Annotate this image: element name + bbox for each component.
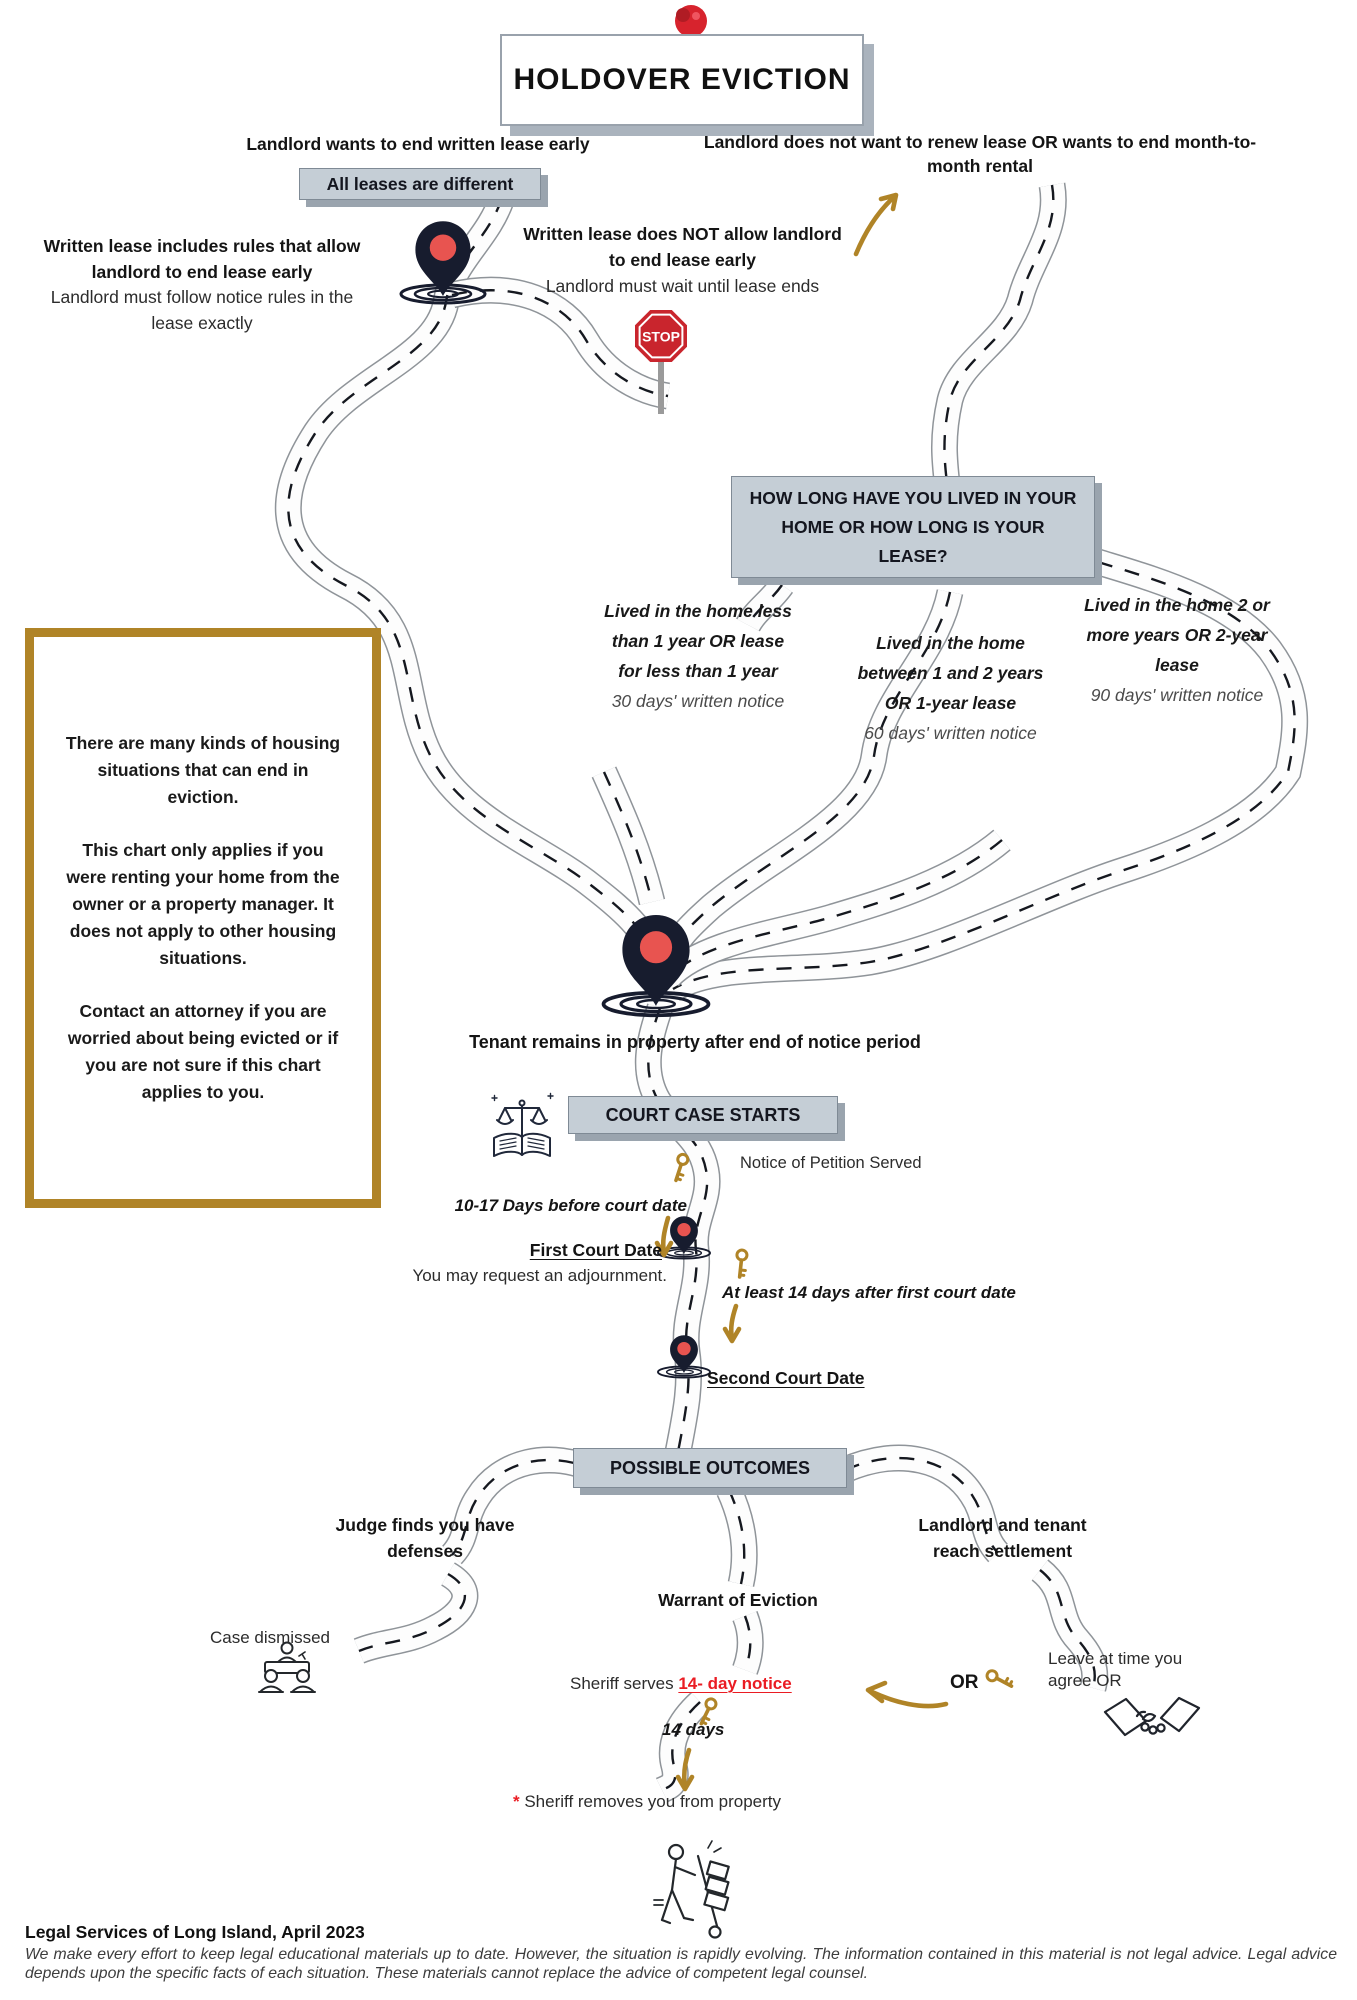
right-branch-header: Landlord does not want to renew lease OR wants to end month-to-month rental (703, 132, 1257, 176)
footer-source: Legal Services of Long Island, April 2023 (25, 1922, 365, 1942)
key-icon-or (985, 1669, 1014, 1691)
left-rule-bold: Written lease includes rules that allow landlord to end lease early (43, 236, 361, 282)
sidebar-note-box (25, 628, 381, 1208)
how-long-question-box (731, 476, 1095, 578)
first-court-date-label: First Court Date (529, 1240, 662, 1260)
option-condition: Lived in the home 2 or more years OR 2-year lease (1084, 595, 1270, 675)
how-long-question: HOW LONG HAVE YOU LIVED IN YOUR HOME OR HOW LONG IS YOUR LEASE? (749, 487, 1077, 566)
possible-outcomes-box (573, 1448, 847, 1488)
title-box (500, 34, 864, 126)
sheriff-removes-line (513, 1792, 781, 1812)
center-rule-block (520, 221, 845, 299)
left-rule-text: Landlord must follow notice rules in the lease exactly (50, 287, 354, 333)
key-icon-notice-petition (671, 1153, 689, 1182)
footer-disclaimer: We make every effort to keep legal educational materials up to date. However, the situation is rapidly evolving. The information contained in this material is not legal advice. Legal advice depends upon the specific facts of each situation. These materials cannot replace the advice of competent legal counsel. (25, 1946, 1337, 1982)
adjournment-label: You may request an adjournment. (412, 1266, 667, 1285)
scales-book-icon (492, 1094, 553, 1157)
left-branch-header: Landlord wants to end written lease early (246, 134, 590, 154)
option-condition: Lived in the home less than 1 year OR lease for less than 1 year (604, 601, 792, 681)
fourteen-day-notice-link: 14- day notice (678, 1674, 792, 1693)
sheriff-serves-prefix: Sheriff serves (570, 1674, 679, 1693)
notice-petition-label: Notice of Petition Served (740, 1154, 922, 1172)
sheriff-removes-text: Sheriff removes you from property (519, 1792, 782, 1811)
option-2-or-more-years (1072, 590, 1282, 710)
judge-panel-icon (259, 1643, 315, 1693)
page-title: HOLDOVER EVICTION (513, 63, 851, 96)
at-least-14-days-label: At least 14 days after first court date (722, 1283, 1016, 1302)
leave-at-time-label: Leave at time you agree OR (1048, 1649, 1183, 1690)
left-rule-block (28, 234, 376, 336)
asterisk: * (513, 1792, 520, 1811)
sheriff-serves-line (570, 1674, 792, 1694)
sidebar-paragraph: This chart only applies if you were renting your home from the owner or a property manager. It does not apply to other housing situations. (66, 840, 340, 968)
case-dismissed-label: Case dismissed (210, 1628, 330, 1647)
all-leases-text: All leases are different (326, 173, 514, 194)
possible-outcomes-text: POSSIBLE OUTCOMES (609, 1457, 811, 1478)
option-less-than-1-year (598, 596, 798, 716)
option-notice: 60 days' written notice (864, 723, 1037, 743)
option-1-to-2-years (848, 628, 1053, 748)
all-leases-label (299, 168, 541, 200)
days-before-label: 10-17 Days before court date (454, 1196, 687, 1215)
key-icon-first-court (735, 1250, 748, 1278)
sidebar-paragraph: Contact an attorney if you are worried about being evicted or if you are not sure if this chart applies to you. (67, 1001, 339, 1102)
arrow-to-right-header (856, 198, 893, 254)
option-notice: 90 days' written notice (1090, 685, 1264, 705)
fourteen-days-label: 14 days (662, 1720, 725, 1739)
mover-icon (654, 1841, 736, 1938)
judge-defenses-label: Judge finds you have defenses (335, 1515, 515, 1561)
stop-sign-label: STOP (642, 328, 680, 345)
court-case-starts-box (568, 1096, 838, 1134)
warrant-label: Warrant of Eviction (658, 1590, 818, 1610)
second-court-pin-icon (658, 1335, 710, 1377)
option-notice: 30 days' written notice (611, 691, 785, 711)
second-court-date-label: Second Court Date (707, 1368, 865, 1388)
handshake-icon (1105, 1698, 1199, 1735)
court-case-starts-text: COURT CASE STARTS (605, 1104, 801, 1125)
center-rule-bold: Written lease does NOT allow landlord to end lease early (523, 224, 842, 270)
option-condition: Lived in the home between 1 and 2 years OR 1-year lease (857, 633, 1044, 713)
sidebar-paragraph: There are many kinds of housing situations that can end in eviction. (65, 733, 341, 807)
or-label: OR (950, 1672, 979, 1693)
tenant-remains-label: Tenant remains in property after end of notice period (469, 1032, 921, 1052)
settlement-label: Landlord and tenant reach settlement (918, 1515, 1087, 1561)
center-rule-text: Landlord must wait until lease ends (545, 276, 820, 296)
